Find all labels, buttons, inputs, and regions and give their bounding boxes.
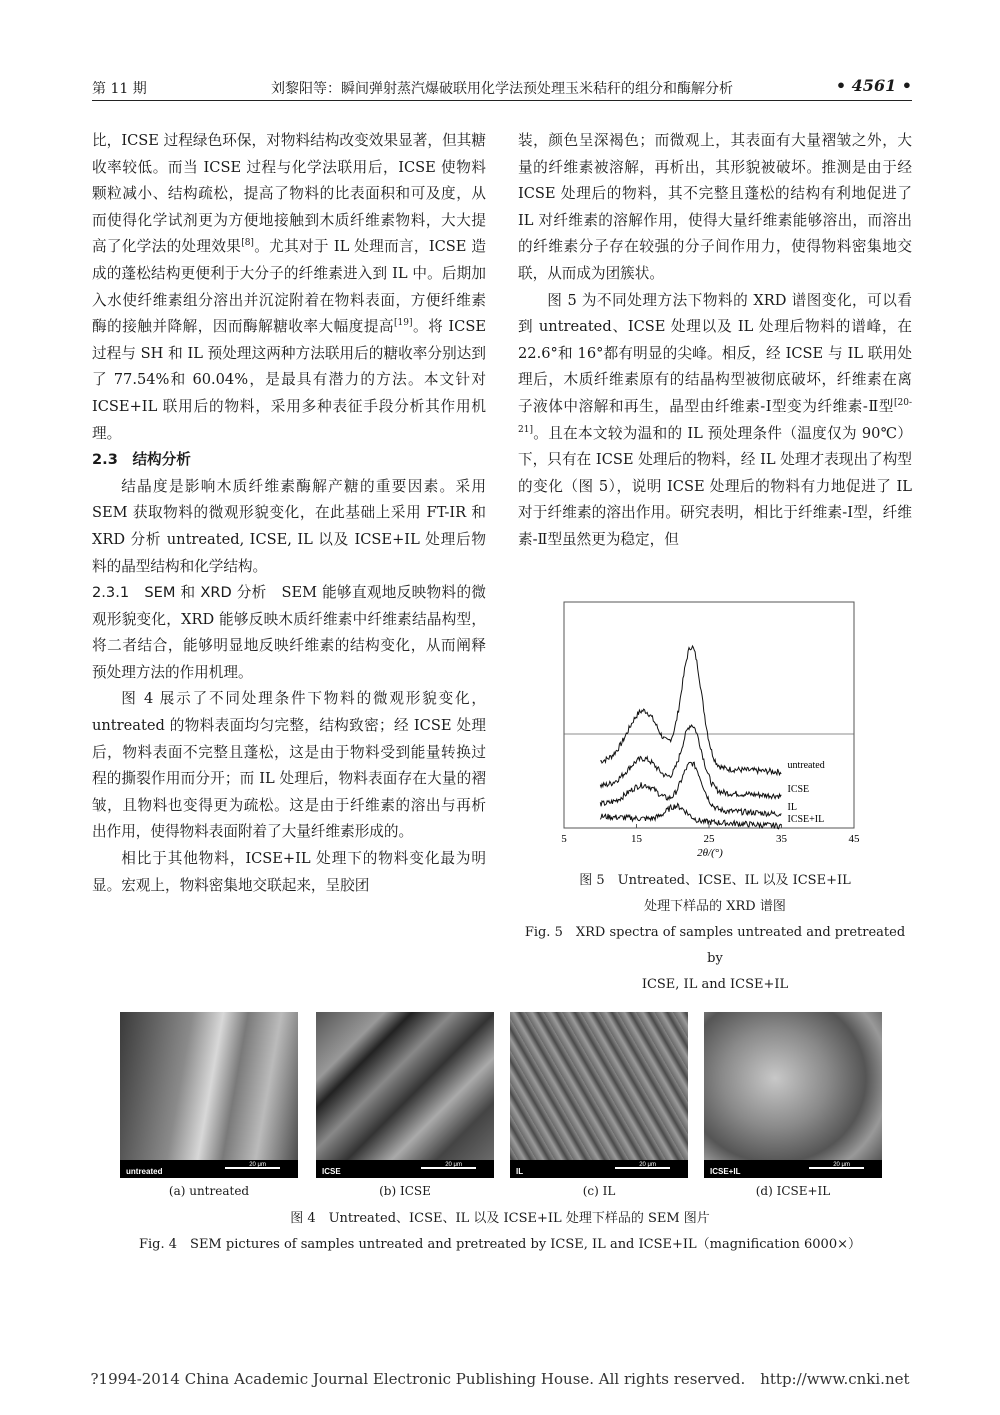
page-number: • 4561 • — [835, 76, 912, 95]
x-axis-label: 2θ/(°) — [697, 847, 723, 859]
series-label: IL — [787, 802, 797, 813]
running-header — [92, 74, 912, 98]
paragraph: 装，颜色呈深褐色；而微观上，其表面有大量褶皱之外，大量的纤维素被溶解，再析出，其形貌被破坏。推测是由于经 ICSE 处理后的物料，其不完整且蓬松的结构有利地促进了 IL 对纤维素的溶解作用，使得大量纤维素能够溶出，而溶出的纤维素分子存在较强的分子间作用力，使得物料密集地交联，从而成为团簇状。 — [518, 132, 912, 282]
running-title: 刘黎阳等：瞬间弹射蒸汽爆破联用化学法预处理玉米秸秆的组分和酶解分析 — [271, 81, 733, 97]
paragraph: 比，ICSE 过程绿色环保，对物料结构改变效果显著，但其糖收率较低。而当 ICSE 过程与化学法联用后，ICSE 使物料颗粒减小、结构疏松，提高了物料的比表面积和可及度，从而使得化学试剂更为方便地接触到木质纤维素物料，大大提高了化学法的处理效果[8]。尤其对于 IL 处理而言，ICSE 造成的蓬松结构更便利于大分子的纤维素进入到 IL 中。后期加入水使纤维素组分溶出并沉淀附着在物料表面，方便纤维素酶的接触并降解，因而酶解糖收率大幅度提高[19]。将 ICSE 过程与 SH 和 IL 预处理这两种方法联用后的糖收率分别达到了 77.54%和 60.04%，是最具有潜力的方法。本文针对 ICSE+IL 联用后的物料，采用多种表征手段分析其作用机理。 — [92, 132, 486, 442]
subsection-heading-2-3-1: 2.3.1 SEM 和 XRD 分析 — [92, 584, 267, 602]
x-tick-label: 25 — [703, 833, 715, 845]
series-line-ICSE — [600, 725, 781, 799]
x-tick-label: 35 — [776, 833, 787, 845]
paragraph: 结晶度是影响木质纤维素酶解产糖的重要因素。采用 SEM 获取物料的微观形貌变化，在此基础上采用 FT-IR 和 XRD 分析 untreated, ICSE, IL 以及 ICSE+IL 处理后物料的晶型结构和化学结构。 — [92, 477, 486, 575]
sem-figure — [120, 1012, 900, 1202]
copyright-footer: ?1994-2014 China Academic Journal Electronic Publishing House. All rights reserved. http://www.cnki.net — [90, 1370, 910, 1388]
panel-label: (a) untreated — [168, 1184, 250, 1198]
paragraph: 图 4 展示了不同处理条件下物料的微观形貌变化，untreated 的物料表面均匀完整，结构致密；经 ICSE 处理后，物料表面不完整且蓬松，这是由于物料受到能量转换过程的撕裂作用而分开；而 IL 处理后，物料表面存在大量的褶皱，且物料也变得更为疏松。这是由于纤维素的溶出与再析出作用，使得物料表面附着了大量纤维素形成的。 — [92, 690, 486, 841]
header-rule — [92, 100, 912, 101]
panel-label: (d) ICSE+IL — [755, 1184, 831, 1198]
sem-panel: untreated 20 μm — [120, 1012, 298, 1178]
section-heading-2-3: 2.3 结构分析 — [92, 451, 191, 469]
x-tick-label: 45 — [848, 833, 860, 845]
issue-number: 第 11 期 — [92, 81, 147, 97]
citation-link[interactable]: [19] — [394, 318, 413, 329]
series-line-untreated — [600, 646, 781, 775]
figure-5-caption: 图 5 Untreated、ICSE、IL 以及 ICSE+IL 处理下样品的 XRD 谱图 Fig. 5 XRD spectra of samples untreated and pretreated by ICSE, IL and ICSE+IL — [524, 873, 906, 992]
plot-frame — [564, 602, 854, 828]
citation-link[interactable]: [20-21] — [518, 398, 912, 435]
sem-panel: ICSE+IL 20 μm — [704, 1012, 882, 1178]
citation-link[interactable]: [8] — [241, 238, 254, 249]
right-column — [518, 128, 912, 554]
series-label: ICSE — [787, 784, 810, 795]
x-tick-label: 15 — [631, 833, 642, 845]
paragraph: 相比于其他物料，ICSE+IL 处理下的物料变化最为明显。宏观上，物料密集地交联起来，呈胶团 — [92, 850, 486, 894]
panel-label: (c) IL — [582, 1184, 616, 1198]
sem-panel: ICSE 20 μm — [316, 1012, 494, 1178]
sem-panel: IL 20 μm — [510, 1012, 688, 1178]
xrd-chart — [560, 600, 870, 860]
left-column: 比，ICSE 过程绿色环保，对物料结构改变效果显著，但其糖收率较低。而当 ICSE 过程与化学法联用后，ICSE 使物料颗粒减小、结构疏松，提高了物料的比表面积和可及度，从而使得化学试剂更为方便地接触到木质纤维素物料，大大提高了化学法的处理效果[8]。尤其对于 IL 处理而言，ICSE 造成的蓬松结构更便利于大分子的纤维素进入到 IL 中。后期加入水使纤维素组分溶出并沉淀附着在物料表面，方便纤维素酶的接触并降解，因而酶解糖收率大幅度提高[19]。将 ICSE 过程与 SH 和 IL 预处理这两种方法联用后的糖收率分别达到了 77.54%和 60.04%，是最具有潜力的方法。本文针对 ICSE+IL 联用后的物料，采用多种表征手段分析其作用机理。 2.3 结构分析 结晶度是影响木质纤维素酶解产糖的重要因素。采用 SEM 获取物料的微观形貌变化，在此基础上采用 FT-IR 和 XRD 分析 untreated, ICSE, IL 以及 ICSE+IL 处理后物料的晶型结构和化学结构。 2.3.1 SEM 和 XRD 分析 SEM 能够直观地反映物料的微观形貌变化，XRD 能够反映木质纤维素中纤维素结晶构型，将二者结合，能够明显地反映纤维素的结构变化，从而阐释预处理方法的作用机理。 图 4 展示了不同处理条件下物料的微观形貌变化，untreated 的物料表面均匀完整，结构致密；经 ICSE 处理后，物料表面不完整且蓬松，这是由于物料受到能量转换过程的撕裂作用而分开；而 IL 处理后，物料表面存在大量的褶皱，且物料也变得更为疏松。这是由于纤维素的溶出与再析出作用，使得物料表面附着了大量纤维素形成的。 相比于其他物料，ICSE+IL 处理下的物料变化最为明显。宏观上，物料密集地交联起来，呈胶团 — [92, 128, 486, 899]
series-line-ICSE+IL — [600, 804, 781, 829]
series-label: untreated — [787, 760, 825, 771]
series-label: ICSE+IL — [787, 814, 825, 825]
figure-4-caption: 图 4 Untreated、ICSE、IL 以及 ICSE+IL 处理下样品的 SEM 图片 Fig. 4 SEM pictures of samples untreated and pretreated by ICSE, IL and ICSE+IL（magnification 6000×） — [139, 1211, 861, 1252]
paragraph: 图 5 为不同处理方法下物料的 XRD 谱图变化，可以看到 untreated、ICSE 处理以及 IL 处理后物料的谱峰，在 22.6°和 16°都有明显的尖峰。相反，经 ICSE 与 IL 联用处理后，木质纤维素原有的结晶构型被彻底破坏，纤维素在离子液体中溶解和再生，晶型由纤维素-Ⅰ型变为纤维素-Ⅱ型[20-21]。且在本文较为温和的 IL 预处理条件（温度仅为 90℃）下，只有在 ICSE 处理后的物料，经 IL 处理才表现出了构型的变化（图 5），说明 ICSE 处理后的物料有力地促进了 IL 对于纤维素的溶出作用。研究表明，相比于纤维素-Ⅰ型，纤维素-Ⅱ型虽然更为稳定，但 — [518, 291, 912, 548]
panel-label: (b) ICSE — [379, 1184, 431, 1198]
x-tick-label: 5 — [561, 833, 567, 845]
